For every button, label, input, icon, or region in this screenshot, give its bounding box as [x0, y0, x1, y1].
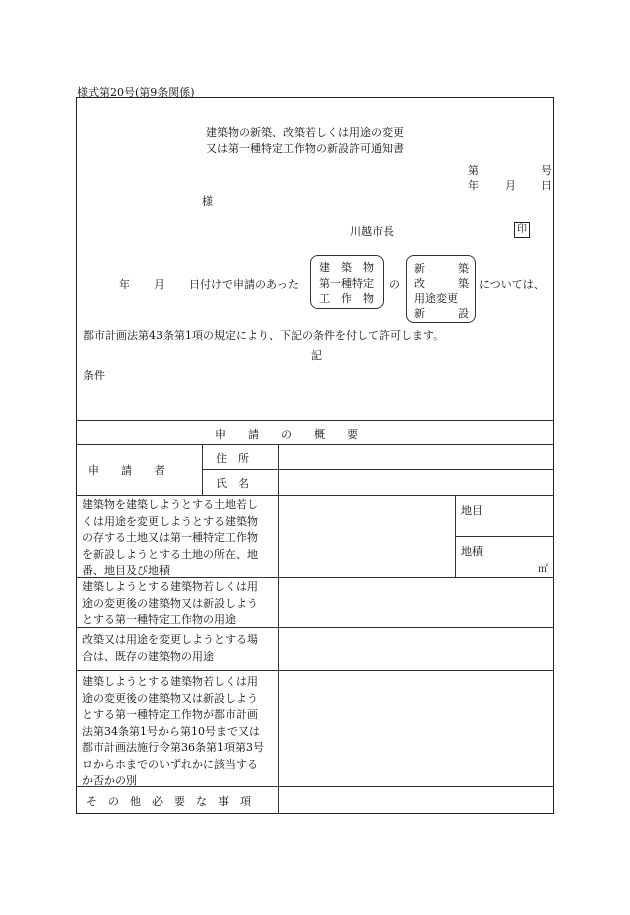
date-month-label: 月	[505, 179, 516, 192]
table-line-address	[202, 469, 554, 470]
action-line-4: 新 設	[414, 307, 469, 320]
action-line-2: 改 築	[414, 277, 469, 290]
form-number: 様式第20号(第9条関係)	[77, 86, 195, 99]
chiseki-label: 地積	[461, 545, 483, 558]
body-date-suffix: 日付けで申請のあった	[189, 278, 299, 291]
doc-number-go: 号	[541, 164, 552, 177]
body-date-year: 年	[119, 278, 130, 291]
ki-heading: 記	[311, 349, 322, 362]
table-vline-main	[278, 444, 279, 814]
article34-description: 建築しようとする建築物若しくは用 途の変更後の建築物又は新設しよう とする第一種特定工作物が都市計画 法第34条第1号から第10号まで又は 都市計画法施行令第36条第1項第3号 ロからホまでのいずれかに該当する か否かの別	[82, 675, 264, 787]
body-ni-tsuite: については、	[479, 278, 545, 291]
body-date-month: 月	[154, 278, 165, 291]
conditions-label: 条件	[83, 369, 105, 382]
table-line-overview	[76, 444, 554, 445]
document-title-line2: 又は第一種特定工作物の新設許可通知書	[206, 142, 404, 155]
addressee-sama: 様	[202, 195, 213, 208]
document-title-line1: 建築物の新築、改築若しくは用途の変更	[206, 126, 404, 139]
seal-stamp: 印	[514, 222, 530, 238]
chimoku-label: 地目	[461, 504, 483, 517]
action-line-1: 新 築	[414, 262, 469, 275]
area-unit: ㎡	[538, 564, 548, 575]
table-line-chimoku	[455, 536, 554, 537]
date-day-label: 日	[541, 179, 552, 192]
applicant-label: 申 請 者	[88, 464, 165, 477]
object-line-2: 第一種特定	[319, 277, 374, 290]
address-label: 住 所	[216, 452, 249, 465]
table-line-existing	[76, 670, 554, 671]
table-line-top	[76, 420, 554, 421]
name-label: 氏 名	[216, 477, 249, 490]
other-matters-label: そ の 他 必 要 な 事 項	[86, 795, 251, 808]
object-line-3: 工 作 物	[319, 292, 374, 305]
body-line2: 都市計画法第43条第1項の規定により、下記の条件を付して許可します。	[83, 329, 445, 342]
body-no: の	[389, 278, 400, 291]
use-description: 建築しようとする建築物若しくは用 途の変更後の建築物又は新設しよう とする第一種特定工作物の用途	[82, 580, 258, 626]
existing-use-description: 改築又は用途を変更しようとする場 合は、既存の建築物の用途	[82, 633, 258, 663]
date-year-label: 年	[468, 179, 479, 192]
action-line-3: 用途変更	[414, 292, 458, 305]
doc-number-dai: 第	[468, 164, 479, 177]
table-line-applicant	[76, 495, 554, 496]
table-vline-chimoku	[455, 495, 456, 577]
object-line-1: 建 築 物	[319, 261, 374, 274]
overview-title: 申 請 の 概 要	[215, 428, 358, 441]
table-vline-applicant	[202, 444, 203, 495]
land-description: 建築物を建築しようとする土地若し くは用途を変更しようとする建築物 の存する土地又は第一種特定工作物 を新設しようとする土地の所在、地 番、地目及び地積	[82, 498, 258, 577]
issuer-name: 川越市長	[350, 225, 394, 238]
